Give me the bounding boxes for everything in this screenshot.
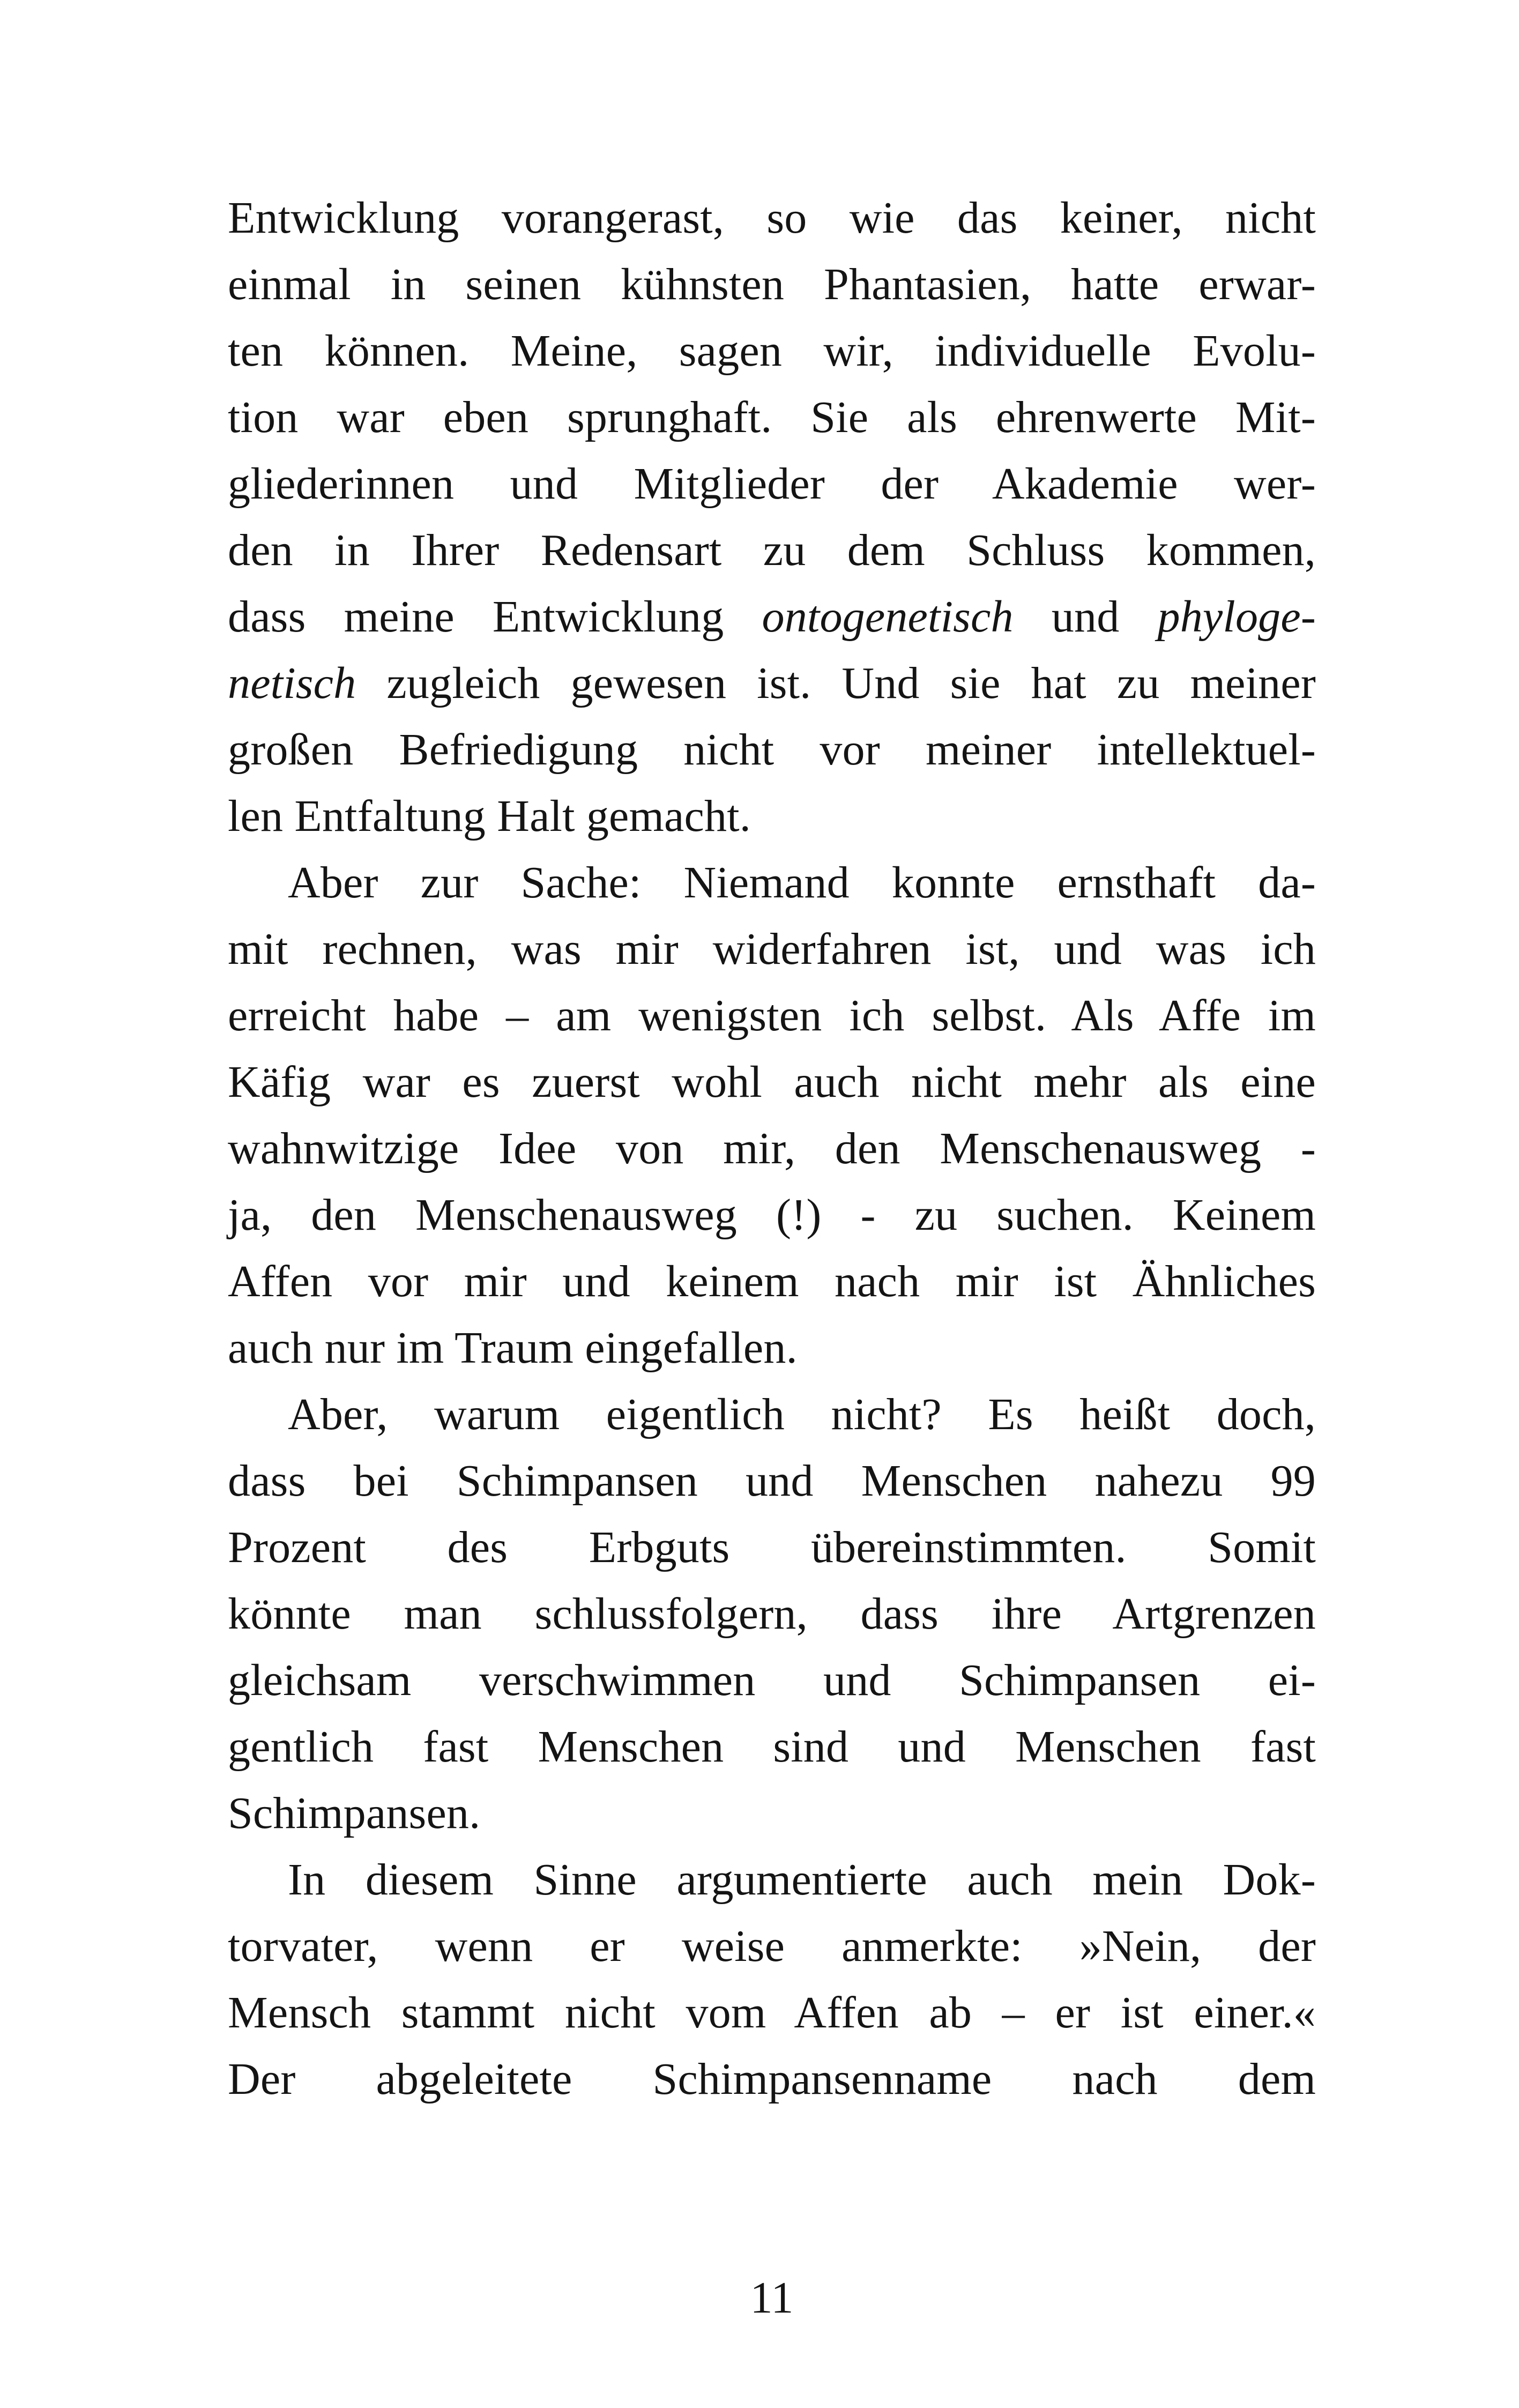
- body-text: erreicht habe – am wenigsten ich selbst. Als Affe im: [228, 991, 1316, 1041]
- body-text: den in Ihrer Redensart zu dem Schluss kommen,: [228, 525, 1316, 575]
- body-text: dass bei Schimpansen und Menschen nahezu 99: [228, 1456, 1316, 1506]
- paragraph: [228, 1381, 1316, 1847]
- text-line: [228, 1248, 1316, 1315]
- body-text: auch nur im Traum eingefallen.: [228, 1323, 798, 1373]
- text-line: [228, 318, 1316, 384]
- body-text: Aber, warum eigentlich nicht? Es heißt doch,: [288, 1389, 1316, 1439]
- body-text: gleichsam verschwimmen und Schimpansen ei-: [228, 1655, 1316, 1705]
- text-line: [228, 1514, 1316, 1581]
- text-line: [228, 384, 1316, 451]
- body-text: len Entfaltung Halt gemacht.: [228, 791, 751, 841]
- text-line: [228, 451, 1316, 517]
- body-text: Mensch stammt nicht vom Affen ab – er ist einer.«: [228, 1988, 1316, 2038]
- body-text: Der abgeleitete Schimpansenname nach dem: [228, 2054, 1316, 2104]
- body-text: torvater, wenn er weise anmerkte: »Nein, der: [228, 1921, 1316, 1971]
- body-text: könnte man schlussfolgern, dass ihre Artgrenzen: [228, 1589, 1316, 1639]
- body-text: Prozent des Erbguts übereinstimmten. Somit: [228, 1522, 1316, 1572]
- text-line: [228, 1714, 1316, 1780]
- body-text: mit rechnen, was mir widerfahren ist, und was ich: [228, 924, 1316, 974]
- text-line: [228, 916, 1316, 983]
- text-line: [228, 850, 1316, 916]
- body-text: wahnwitzige Idee von mir, den Menschenausweg -: [228, 1124, 1316, 1173]
- body-text: zugleich gewesen ist. Und sie hat zu meiner: [356, 658, 1316, 708]
- text-line: [228, 1780, 1316, 1847]
- text-line: [228, 1182, 1316, 1248]
- body-text: einmal in seinen kühnsten Phantasien, hatte erwar-: [228, 259, 1316, 309]
- text-line: [228, 1049, 1316, 1116]
- body-text: Aber zur Sache: Niemand konnte ernsthaft da-: [288, 858, 1316, 908]
- text-line: [228, 1315, 1316, 1381]
- body-text: gliederinnen und Mitglieder der Akademie wer-: [228, 459, 1316, 509]
- body-text: und: [1013, 592, 1158, 642]
- body-text: gentlich fast Menschen sind und Menschen fast: [228, 1722, 1316, 1772]
- italic-text: netisch: [228, 658, 356, 708]
- body-text: In diesem Sinne argumentierte auch mein Dok-: [288, 1855, 1316, 1905]
- text-line: [228, 1116, 1316, 1182]
- text-line: [228, 1581, 1316, 1647]
- paragraph: [228, 850, 1316, 1381]
- text-line: [228, 1448, 1316, 1514]
- italic-text: phyloge-: [1157, 592, 1316, 642]
- body-text: ten können. Meine, sagen wir, individuelle Evolu-: [228, 326, 1316, 376]
- text-line: [228, 1847, 1316, 1913]
- text-line: [228, 584, 1316, 650]
- text-line: [228, 1980, 1316, 2046]
- text-line: [228, 717, 1316, 783]
- body-text: großen Befriedigung nicht vor meiner intellektuel-: [228, 725, 1316, 775]
- body-text: tion war eben sprunghaft. Sie als ehrenwerte Mit-: [228, 392, 1316, 442]
- body-text: Schimpansen.: [228, 1788, 481, 1838]
- text-line: [228, 517, 1316, 584]
- body-text: dass meine Entwicklung: [228, 592, 762, 642]
- text-line: [228, 251, 1316, 318]
- body-text: Affen vor mir und keinem nach mir ist Ähnliches: [228, 1257, 1316, 1306]
- italic-text: ontogenetisch: [762, 592, 1014, 642]
- paragraph: [228, 185, 1316, 850]
- text-line: [228, 2046, 1316, 2113]
- text-line: [228, 650, 1316, 717]
- page-number: 11: [750, 2273, 794, 2323]
- paragraph: [228, 1847, 1316, 2113]
- body-text: Käfig war es zuerst wohl auch nicht mehr als eine: [228, 1057, 1316, 1107]
- text-line: [228, 1381, 1316, 1448]
- text-line: [228, 983, 1316, 1049]
- body-text: Entwicklung vorangerast, so wie das keiner, nicht: [228, 193, 1316, 243]
- text-block: [228, 185, 1316, 2113]
- text-line: [228, 185, 1316, 251]
- text-line: [228, 1647, 1316, 1714]
- body-text: ja, den Menschenausweg (!) - zu suchen. Keinem: [228, 1190, 1316, 1240]
- text-line: [228, 1913, 1316, 1980]
- text-line: [228, 783, 1316, 850]
